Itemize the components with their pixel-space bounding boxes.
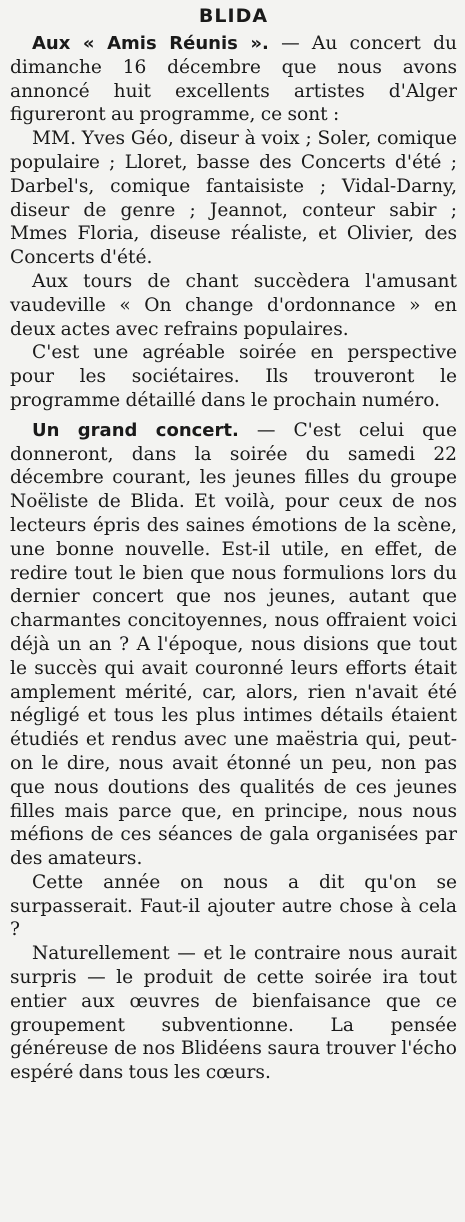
- article-grand-concert: [10, 419, 457, 1085]
- article1-lead: Aux « Amis Réunis ».: [32, 33, 269, 54]
- article2-p1-text: — C'est celui que donneront, dans la soirée du samedi 22 décembre courant, les jeunes filles du groupe Noëliste de Blida. Et voilà, pour ceux de nos lecteurs épris des saines émotions de la scène, une bonne nouvelle. Est-il utile, en effet, de redire tout le bien que nous formulions lors du dernier concert que nos jeunes, autant que charmantes concitoyennes, nous offraient voici déjà un an ? A l'époque, nous disions que tout le succès qui avait couronné leurs efforts était amplement mérité, car, alors, rien n'avait été négligé et tous les plus intimes détails étaient étudiés et rendus avec une maëstria qui, peut-on le dire, nous avait étonné un peu, non pas que nous doutions des qualités de ces jeunes filles mais parce que, en principe, nous nous méfions de ces séances de gala organisées par des amateurs.: [10, 419, 457, 870]
- article2-paragraph-3: Naturellement — et le contraire nous aurait surpris — le produit de cette soirée ira tout entier aux œuvres de bienfaisance que ce groupement subventionne. La pensée généreuse de nos Blidéens saura trouver l'écho espéré dans tous les cœurs.: [10, 943, 457, 1084]
- section-heading: BLIDA: [198, 5, 269, 27]
- article1-paragraph-2: MM. Yves Géo, diseur à voix ; Soler, comique populaire ; Lloret, basse des Concerts d'été ; Darbel's, comique fantaisiste ; Vidal-Darny, diseur de genre ; Jeannot, conteur sabir ; Mmes Floria, diseuse réaliste, et Olivier, des Concerts d'été.: [10, 128, 457, 269]
- article2-paragraph-1: [10, 419, 457, 871]
- article1-paragraph-1: [10, 32, 457, 127]
- article2-lead: Un grand concert.: [32, 419, 239, 441]
- article1-paragraph-4: C'est une agréable soirée en perspective pour les sociétaires. Ils trouveront le programme détaillé dans le prochain numéro.: [10, 342, 457, 411]
- article1-p1-text: — Au concert du dimanche 16 décembre que nous avons annoncé huit excellents artistes d'Alger figureront au programme, ce sont :: [10, 33, 457, 126]
- article1-paragraph-3: Aux tours de chant succèdera l'amusant vaudeville « On change d'ordonnance » en deux actes avec refrains populaires.: [10, 270, 457, 340]
- article-amis-reunis: [10, 32, 457, 413]
- article2-paragraph-2: Cette année on nous a dit qu'on se surpasserait. Faut-il ajouter autre chose à cela ?: [10, 871, 457, 941]
